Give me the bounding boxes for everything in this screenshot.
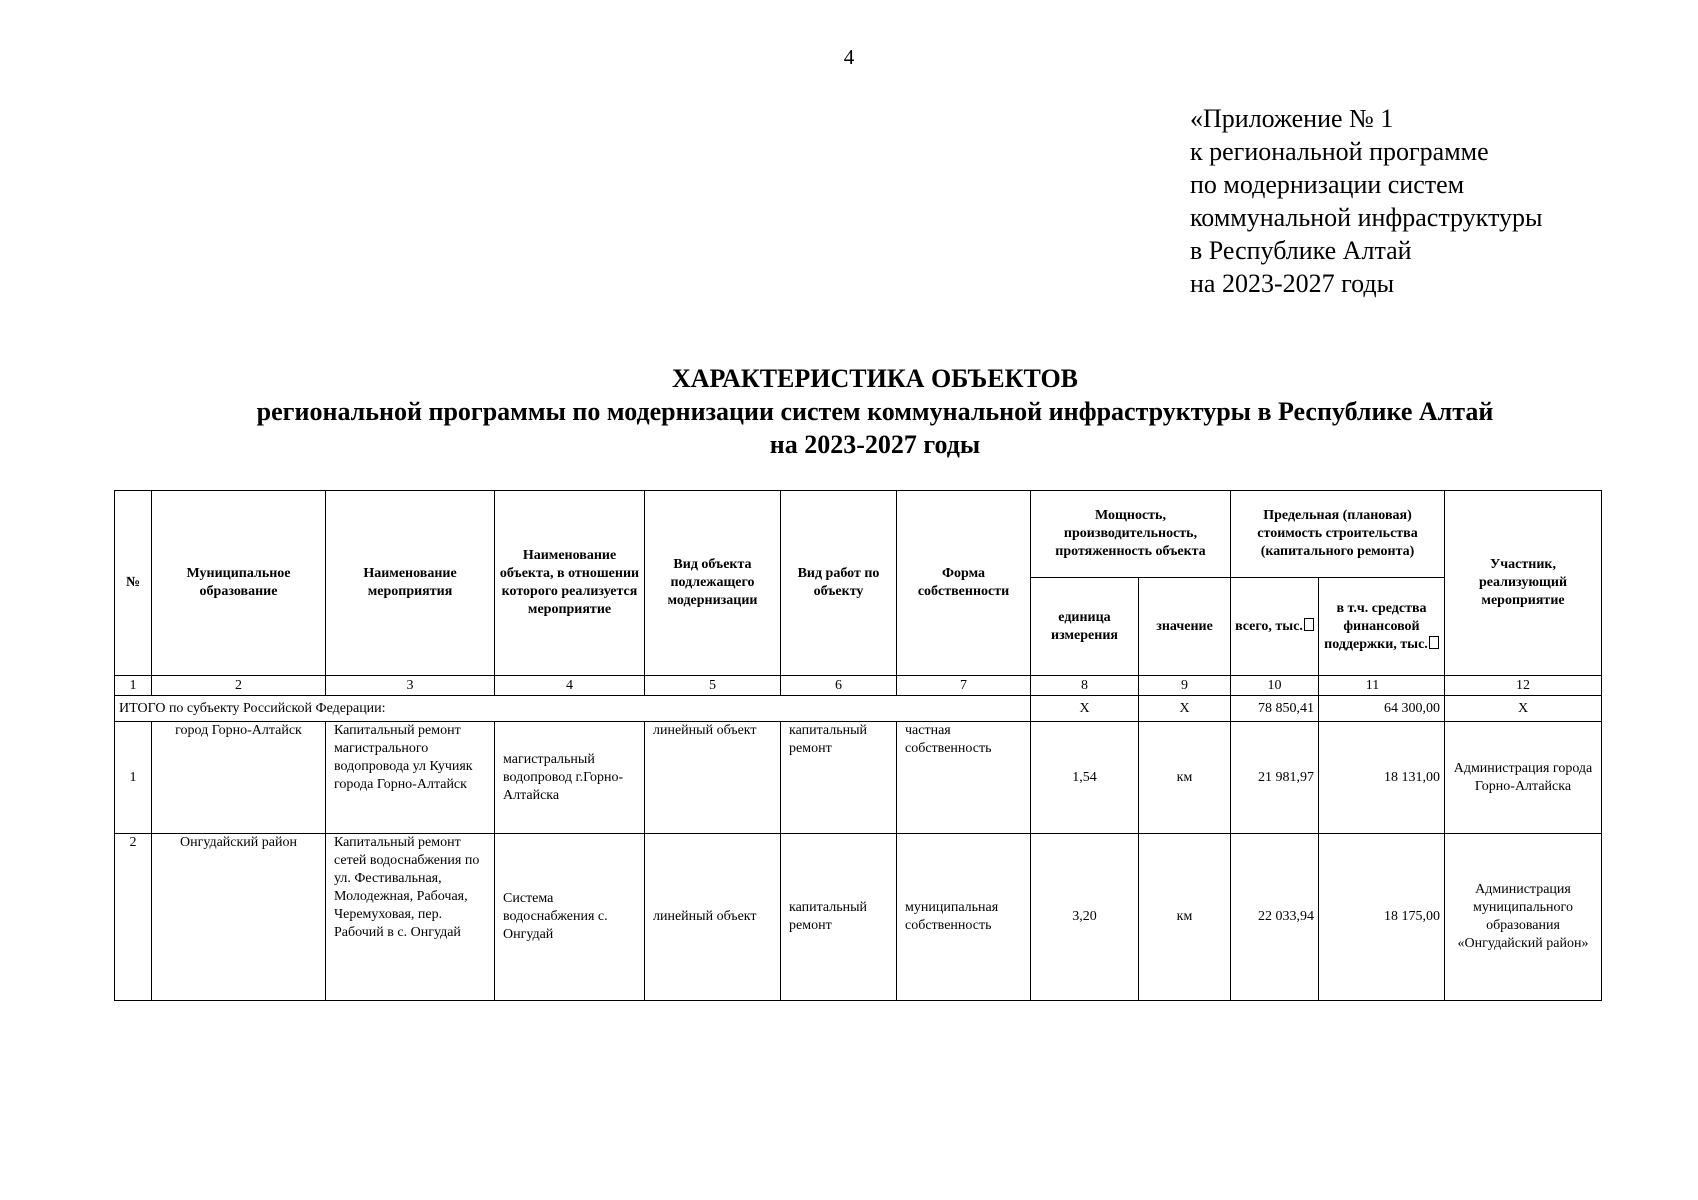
header-municipality: Муниципальное образование — [152, 491, 326, 676]
row-object: Система водоснабжения с. Онгудай — [495, 834, 645, 1001]
row-participant: Администрация города Горно-Алтайска — [1445, 722, 1602, 834]
header-total-label: всего, тыс. — [1235, 618, 1303, 634]
objects-table — [114, 490, 1602, 1001]
title-line-3: на 2023-2027 годы — [769, 430, 981, 459]
header-unit: единица измерения — [1031, 578, 1139, 676]
column-number: 4 — [495, 676, 645, 696]
row-municipality: город Горно-Алтайск — [152, 722, 326, 834]
column-number: 7 — [897, 676, 1031, 696]
column-number: 3 — [326, 676, 495, 696]
column-number: 12 — [1445, 676, 1602, 696]
missing-glyph-icon — [1304, 618, 1314, 631]
table-row — [115, 834, 1602, 1001]
document-title — [0, 362, 1698, 461]
column-number: 5 — [645, 676, 781, 696]
total-support: 64 300,00 — [1319, 696, 1445, 722]
column-number: 6 — [781, 676, 897, 696]
total-label: ИТОГО по субъекту Российской Федерации: — [115, 696, 1031, 722]
header-participant: Участник, реализующий мероприятие — [1445, 491, 1602, 676]
column-number: 10 — [1231, 676, 1319, 696]
column-number: 1 — [115, 676, 152, 696]
appendix-note — [1190, 102, 1542, 300]
appendix-line: коммунальной инфраструктуры — [1190, 203, 1543, 232]
total-unit: Х — [1031, 696, 1139, 722]
appendix-line: на 2023-2027 годы — [1190, 269, 1395, 298]
column-number-row — [115, 676, 1602, 696]
header-total — [1231, 578, 1319, 676]
header-object-type: Вид объекта подлежащего модернизации — [645, 491, 781, 676]
column-number: 9 — [1139, 676, 1231, 696]
row-num: 2 — [115, 834, 152, 1001]
row-ownership: частная собственность — [897, 722, 1031, 834]
title-line-1: ХАРАКТЕРИСТИКА ОБЪЕКТОВ — [671, 364, 1079, 393]
total-participant: Х — [1445, 696, 1602, 722]
row-municipality: Онгудайский район — [152, 834, 326, 1001]
header-object: Наименование объекта, в отношении которого реализуется мероприятие — [495, 491, 645, 676]
row-support: 18 131,00 — [1319, 722, 1445, 834]
row-total: 22 033,94 — [1231, 834, 1319, 1001]
header-measure: Наименование мероприятия — [326, 491, 495, 676]
row-support: 18 175,00 — [1319, 834, 1445, 1001]
header-value: значение — [1139, 578, 1231, 676]
column-number: 11 — [1319, 676, 1445, 696]
row-object-type: линейный объект — [645, 834, 781, 1001]
total-cost: 78 850,41 — [1231, 696, 1319, 722]
row-unit: 3,20 — [1031, 834, 1139, 1001]
header-ownership: Форма собственности — [897, 491, 1031, 676]
header-num: № — [115, 491, 152, 676]
header-work-type: Вид работ по объекту — [781, 491, 897, 676]
row-value: км — [1139, 722, 1231, 834]
row-participant: Администрация муниципального образования «Онгудайский район» — [1445, 834, 1602, 1001]
missing-glyph-icon — [1429, 636, 1439, 649]
row-object-type: линейный объект — [645, 722, 781, 834]
row-value: км — [1139, 834, 1231, 1001]
total-row — [115, 696, 1602, 722]
row-object: магистральный водопровод г.Горно-Алтайска — [495, 722, 645, 834]
header-support-label: в т.ч. средства финансовой поддержки, тыс. — [1324, 600, 1428, 652]
row-unit: 1,54 — [1031, 722, 1139, 834]
header-support — [1319, 578, 1445, 676]
row-work-type: капитальный ремонт — [781, 834, 897, 1001]
row-measure: Капитальный ремонт магистрального водопровода ул Кучияк города Горно-Алтайск — [326, 722, 495, 834]
column-number: 2 — [152, 676, 326, 696]
header-capacity-group: Мощность, производительность, протяженность объекта — [1031, 491, 1231, 578]
total-value: Х — [1139, 696, 1231, 722]
row-measure: Капитальный ремонт сетей водоснабжения по ул. Фестивальная, Молодежная, Рабочая, Черемуховая, пер. Рабочий в с. Онгудай — [326, 834, 495, 1001]
row-ownership: муниципальная собственность — [897, 834, 1031, 1001]
row-total: 21 981,97 — [1231, 722, 1319, 834]
page-number: 4 — [843, 45, 855, 69]
appendix-line: «Приложение № 1 — [1190, 104, 1394, 133]
title-line-2: региональной программы по модернизации систем коммунальной инфраструктуры в Республике Алтай — [256, 397, 1494, 426]
header-cost-group: Предельная (плановая) стоимость строительства (капитального ремонта) — [1231, 491, 1445, 578]
row-num: 1 — [115, 722, 152, 834]
row-work-type: капитальный ремонт — [781, 722, 897, 834]
appendix-line: по модернизации систем — [1190, 170, 1465, 199]
appendix-line: к региональной программе — [1190, 137, 1489, 166]
appendix-line: в Республике Алтай — [1190, 236, 1412, 265]
column-number: 8 — [1031, 676, 1139, 696]
table-row — [115, 722, 1602, 834]
